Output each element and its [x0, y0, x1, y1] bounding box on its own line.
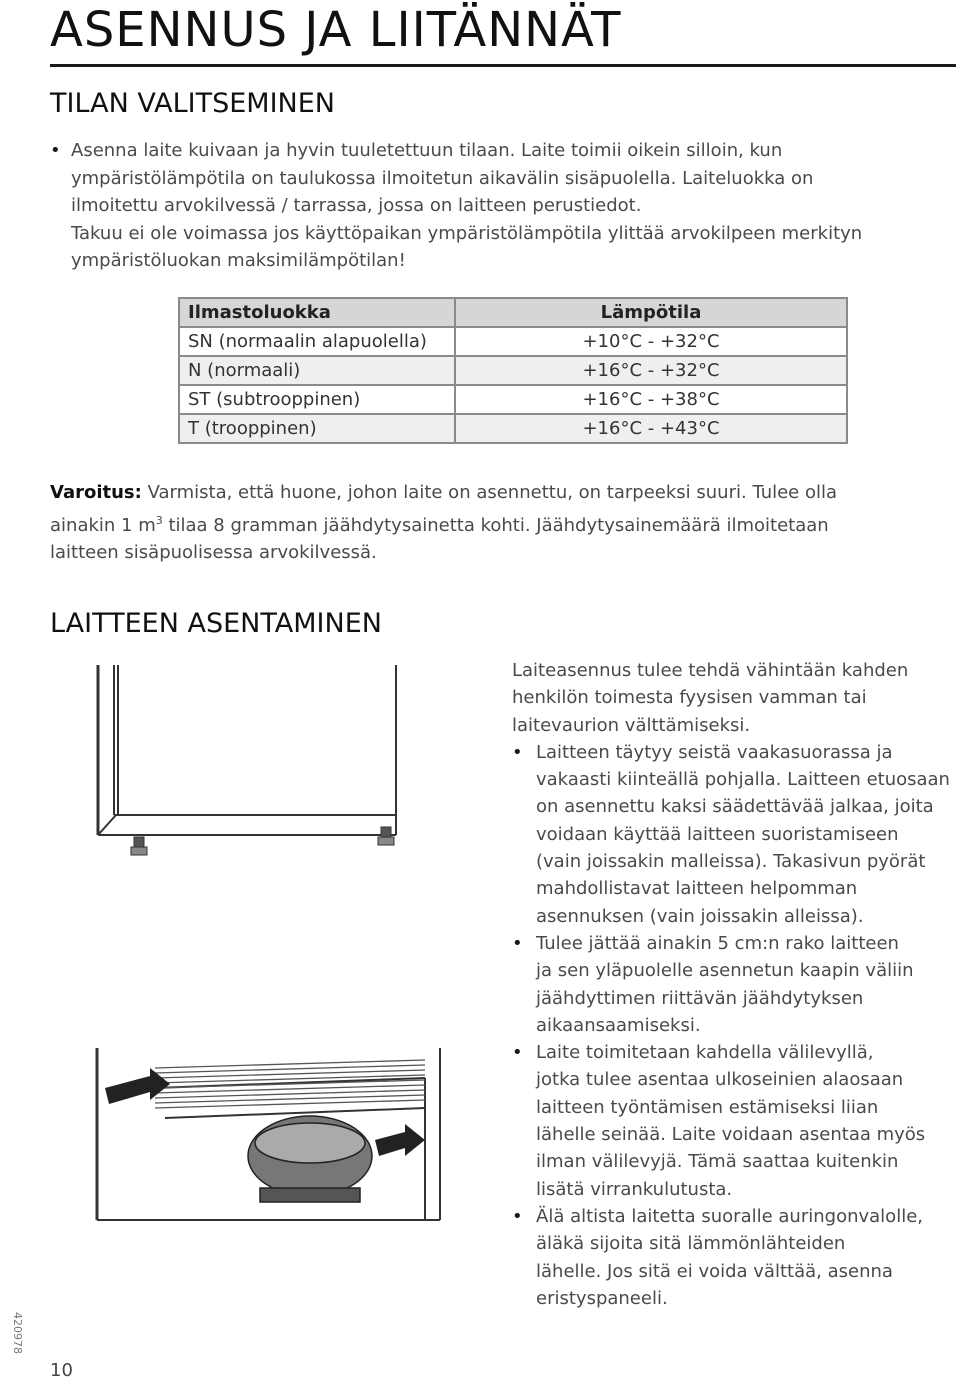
- fridge-feet-illustration: [96, 665, 426, 865]
- text-line: Tulee jättää ainakin 5 cm:n rako laitteen: [536, 932, 899, 954]
- text-line: jotka tulee asentaa ulkoseinien alaosaan: [536, 1069, 904, 1091]
- text-line: lähelle. Jos sitä ei voida välttää, asenna: [536, 1260, 893, 1282]
- text-line: on asennettu kaksi säädettävää jalkaa, joita: [536, 796, 934, 818]
- text-line: Asenna laite kuivaan ja hyvin tuuletettuun tilaan. Laite toimii oikein silloin, kun: [71, 140, 783, 161]
- bullet-icon: •: [50, 140, 61, 161]
- text-line: laitteen sisäpuolisessa arvokilvessä.: [50, 542, 377, 563]
- text-line: ympäristölämpötila on taulukossa ilmoitetun aikavälin sisäpuolella. Laiteluokka on: [71, 167, 814, 189]
- text-line: Laiteasennus tulee tehdä vähintään kahden: [512, 660, 909, 681]
- text-line: lähelle seinää. Laite voidaan asentaa myös: [536, 1124, 926, 1146]
- list-item: [512, 739, 957, 930]
- section-heading-tilan-valitseminen: TILAN VALITSEMINEN: [50, 88, 335, 119]
- table-cell: T (trooppinen): [179, 414, 455, 443]
- table-cell: SN (normaalin alapuolella): [179, 327, 455, 356]
- table-cell: +10°C - +32°C: [455, 327, 847, 356]
- title-rule: [50, 64, 956, 67]
- bullet-icon: •: [512, 741, 523, 763]
- text-line: Takuu ei ole voimassa jos käyttöpaikan ympäristölämpötila ylittää arvokilpeen merkityn: [71, 222, 863, 244]
- text-line: Laitteen täytyy seistä vaakasuorassa ja: [536, 741, 893, 763]
- bullet-icon: •: [512, 1205, 523, 1227]
- compressor-spacer-illustration: [95, 1048, 445, 1223]
- text-line: asennuksen (vain joissakin alleissa).: [536, 905, 864, 927]
- warning-text: tilaa 8 gramman jäähdytysainetta kohti. Jäähdytysainemäärä ilmoitetaan: [162, 514, 829, 536]
- table-cell: +16°C - +43°C: [455, 414, 847, 443]
- text-line: äläkä sijoita sitä lämmönlähteiden: [536, 1233, 846, 1255]
- table-cell: ST (subtrooppinen): [179, 385, 455, 414]
- text-line: eristyspaneeli.: [536, 1287, 668, 1309]
- bullet-icon: •: [512, 932, 523, 954]
- text-line: [50, 479, 950, 507]
- intro-paragraph: [512, 657, 957, 739]
- text-line: ja sen yläpuolelle asennetun kaapin väliin: [536, 960, 914, 982]
- climate-class-table: [178, 297, 848, 444]
- column-header-temperature: Lämpötila: [455, 298, 847, 327]
- text-line: [50, 507, 950, 540]
- text-line: aikaansaamiseksi.: [536, 1014, 701, 1036]
- warning-text: Varmista, että huone, johon laite on asennettu, on tarpeeksi suuri. Tulee olla: [141, 482, 838, 503]
- page-title: ASENNUS JA LIITÄNNÄT: [50, 2, 622, 58]
- table-cell: +16°C - +32°C: [455, 356, 847, 385]
- document-code-text: 420978: [11, 1312, 24, 1354]
- list-item: [512, 930, 957, 1039]
- text-line: (vain joissakin malleissa). Takasivun pyörät: [536, 851, 926, 873]
- text-line: henkilön toimesta fyysisen vamman tai: [512, 687, 867, 709]
- text-line: laitteen työntämisen estämiseksi liian: [536, 1096, 879, 1118]
- table-row: [179, 385, 847, 414]
- list-item: [512, 1039, 957, 1203]
- text-line: ilman välilevyjä. Tämä saattaa kuitenkin: [536, 1151, 899, 1173]
- warning-paragraph: [50, 479, 950, 567]
- table-header-row: [179, 298, 847, 327]
- list-item: [50, 137, 950, 275]
- superscript: 3: [155, 513, 163, 527]
- table-cell: N (normaali): [179, 356, 455, 385]
- warning-text: ainakin 1 m: [50, 514, 156, 536]
- list-item: [512, 1203, 957, 1312]
- table-cell: +16°C - +38°C: [455, 385, 847, 414]
- text-line: mahdollistavat laitteen helpomman: [536, 878, 858, 900]
- text-line: laitevaurion välttämiseksi.: [512, 714, 751, 736]
- document-code: [10, 1312, 24, 1364]
- text-line: ympäristöluokan maksimilämpötilan!: [71, 250, 406, 271]
- text-line: Älä altista laitetta suoralle auringonvalolle,: [536, 1205, 923, 1227]
- column-header-class: Ilmastoluokka: [179, 298, 455, 327]
- text-line: lisätä virrankulutusta.: [536, 1178, 733, 1200]
- table-row: [179, 327, 847, 356]
- section-heading-laitteen-asentaminen: LAITTEEN ASENTAMINEN: [50, 608, 382, 639]
- page-number: 10: [50, 1360, 73, 1381]
- section1-bullet-list: [50, 137, 950, 275]
- table-row: [179, 356, 847, 385]
- bullet-icon: •: [512, 1042, 523, 1064]
- table-row: [179, 414, 847, 443]
- text-line: vakaasti kiinteällä pohjalla. Laitteen etuosaan: [536, 769, 950, 791]
- warning-label: Varoitus:: [50, 482, 142, 503]
- text-line: voidaan käyttää laitteen suoristamiseen: [536, 823, 899, 845]
- text-line: ilmoitettu arvokilvessä / tarrassa, jossa on laitteen perustiedot.: [71, 195, 642, 216]
- text-line: jäähdyttimen riittävän jäähdytyksen: [536, 987, 864, 1009]
- text-line: Laite toimitetaan kahdella välilevyllä,: [536, 1042, 874, 1064]
- installation-text-column: [512, 657, 957, 1312]
